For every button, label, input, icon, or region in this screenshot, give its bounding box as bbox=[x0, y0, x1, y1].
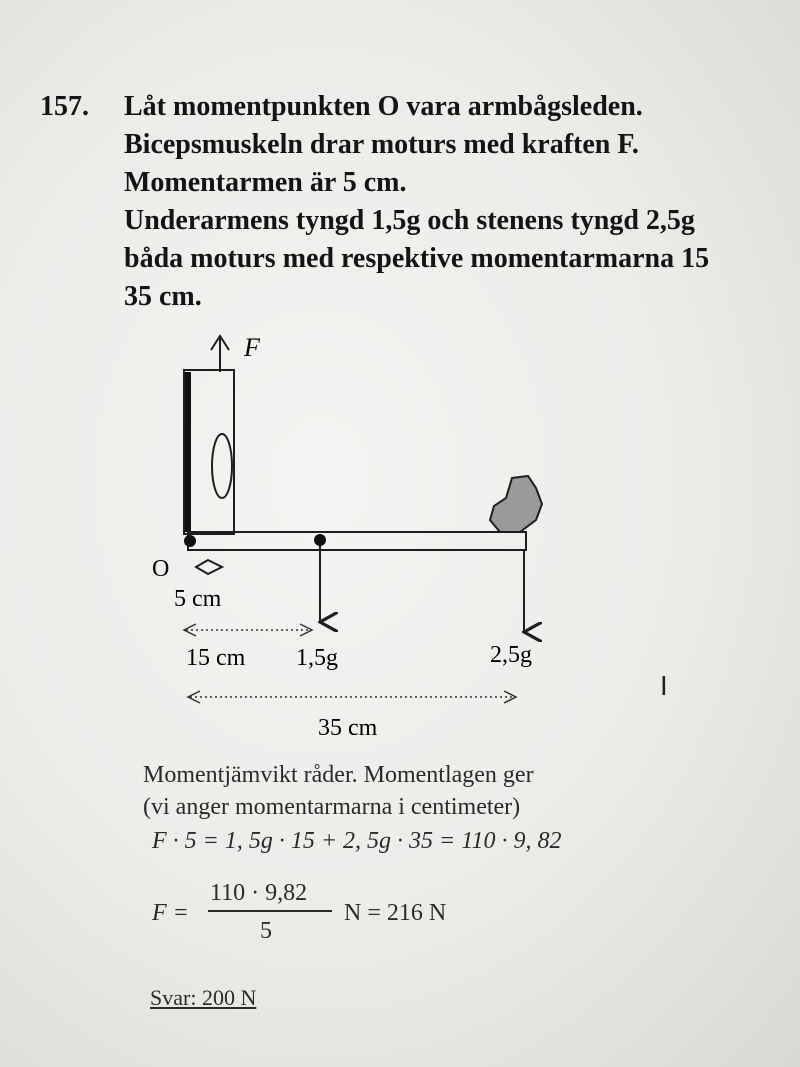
center-of-mass-point bbox=[314, 534, 326, 546]
problem-line-6: 35 cm. bbox=[124, 281, 202, 312]
arm-35-label: 35 cm bbox=[318, 715, 378, 741]
upper-arm bbox=[184, 370, 234, 534]
forearm-bar bbox=[184, 532, 526, 550]
answer-text: Svar: 200 N bbox=[150, 985, 257, 1010]
fraction-lhs: F = bbox=[152, 900, 189, 926]
problem-line-1: Låt momentpunkten O vara armbågsleden. bbox=[124, 91, 643, 122]
diamond-icon bbox=[196, 560, 222, 574]
solution-line-1: Momentjämvikt råder. Momentlagen ger bbox=[143, 762, 534, 788]
arm-5-label: 5 cm bbox=[174, 586, 222, 612]
problem-line-4: Underarmens tyngd 1,5g och stenens tyngd 2,5g bbox=[124, 205, 695, 236]
problem-line-3: Momentarmen är 5 cm. bbox=[124, 167, 407, 198]
solution-line-2: (vi anger momentarmarna i centimeter) bbox=[143, 794, 521, 820]
problem-number: 157. bbox=[40, 91, 89, 122]
force-label: F bbox=[244, 333, 260, 362]
dimension-15 bbox=[184, 624, 312, 636]
pivot-label: O bbox=[152, 556, 170, 582]
pivot-point bbox=[184, 535, 196, 547]
arm-15-label: 15 cm bbox=[186, 645, 246, 671]
fraction-numerator: 110 · 9,82 bbox=[210, 880, 308, 906]
dimension-35 bbox=[188, 691, 516, 703]
solution-equation: F · 5 = 1, 5g · 15 + 2, 5g · 35 = 110 · 9, 82 bbox=[152, 828, 562, 854]
problem-line-2: Bicepsmuskeln drar moturs med kraften F. bbox=[124, 129, 639, 160]
biceps-muscle bbox=[212, 434, 232, 498]
fraction-denominator: 5 bbox=[260, 918, 272, 944]
weight-arm-label: 1,5g bbox=[296, 645, 338, 671]
problem-line-5: båda moturs med respektive momentarmarna 15 bbox=[124, 243, 710, 274]
fraction-rhs: N = 216 N bbox=[344, 900, 447, 926]
text-cursor-icon: I bbox=[660, 672, 668, 702]
weight-stone-label: 2,5g bbox=[490, 642, 532, 668]
force-arrow bbox=[211, 336, 229, 372]
fraction-bar bbox=[208, 910, 332, 912]
stone bbox=[490, 476, 542, 532]
